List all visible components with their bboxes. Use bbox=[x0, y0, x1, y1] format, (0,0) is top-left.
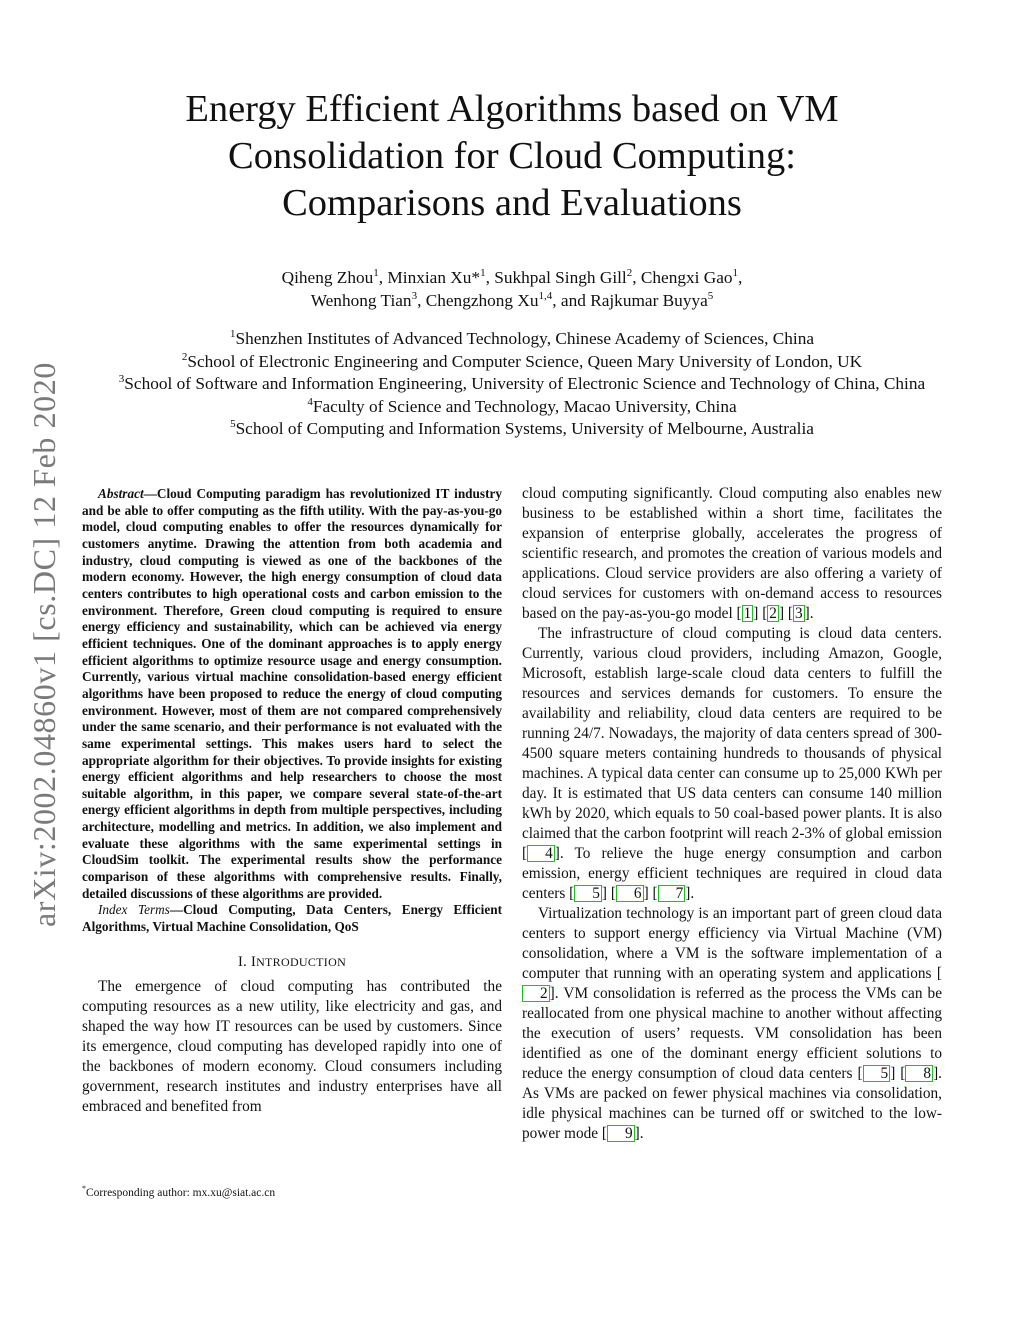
title-line: Energy Efficient Algorithms based on VM bbox=[185, 88, 839, 130]
index-terms-text: —Cloud Computing, Data Centers, Energy Efficient Algorithms, Virtual Machine Consolidation, QoS bbox=[82, 902, 503, 935]
intro-paragraph: The emergence of cloud computing has contributed the computing resources as a new utility, like electricity and gas, and shaped the way how IT resources can be used by customers. Since its emergence, cloud computing has developed rapidly into one of the backbones of modern economy. Cloud consumers including government, research institutes and industry enterprises have all embraced and benefited from bbox=[82, 977, 502, 1115]
section-heading-introduction bbox=[82, 954, 502, 971]
abstract bbox=[82, 486, 502, 902]
footnote-text: Corresponding author: mx.xu@siat.ac.cn bbox=[86, 1187, 276, 1199]
citation-link[interactable]: 2 bbox=[522, 985, 550, 1002]
affiliation bbox=[60, 373, 984, 396]
citation-link[interactable]: 1 bbox=[743, 605, 752, 622]
author-affil-mark: 1 bbox=[373, 267, 379, 280]
citation-link[interactable]: 9 bbox=[607, 1125, 635, 1142]
paragraph-text: The infrastructure of cloud computing is cloud data centers. Currently, various cloud providers, including Amazon, Google, Microsoft, establish large-scale cloud data centers to fulfill the resources and services demands for customers. To ensure the availability and reliability, cloud data centers are required to be running 24/7. Nowadays, the majority of data centers spread of 300-4500 square meters containing hundreds to thousands of physical machines. A typical data center can consume up to 25,000 KWh per day. It is estimated that US data centers can consume 140 million kWh by 2020, which equals to 50 coal-based power plants. It is also claimed that the carbon footprint will reach 2-3% of global emission bbox=[522, 625, 942, 842]
author-name: Wenhong Tian bbox=[310, 291, 412, 310]
paragraph-text: . VM consolidation is referred as the process the VMs can be reallocated from one physical machine to another without affecting the execution of users’ requests. VM consolidation has been identified as one of the dominant energy efficient solutions to reduce the energy consumption of cloud data centers bbox=[522, 985, 942, 1082]
citation-link[interactable]: 5 bbox=[574, 885, 602, 902]
affiliation-text: School of Computing and Information Systems, University of Melbourne, Australia bbox=[235, 419, 814, 438]
section-title-rest: NTRODUCTION bbox=[256, 954, 347, 969]
author-affil-mark: 5 bbox=[707, 290, 714, 303]
paragraph-data-centers: The infrastructure of cloud computing is cloud data centers. Currently, various cloud providers, including Amazon, Google, Microsoft, establish large-scale cloud data centers to fulfill the resources and services demands for customers. To ensure the availability and reliability, cloud data centers are required to be running 24/7. Nowadays, the majority of data centers spread of 300-4500 square meters containing hundreds to thousands of physical machines. A typical data center can consume up to 25,000 KWh per day. It is estimated that US data centers can consume 140 million kWh by 2020, which equals to 50 coal-based power plants. It is also claimed that the carbon footprint will reach 2-3% of global emission [ 4 ]. To relieve the huge energy consumption and carbon emission, energy efficient techniques are required in cloud data centers [ 5 ] [ 6 ] [ 7 ]. bbox=[522, 625, 942, 902]
citation-link[interactable]: 7 bbox=[658, 885, 686, 902]
author-affil-mark: 1 bbox=[732, 267, 739, 280]
abstract-label: Abstract bbox=[98, 486, 144, 501]
author-affil-mark: 2 bbox=[626, 267, 633, 280]
footnote-mark: * bbox=[82, 1184, 86, 1194]
left-column bbox=[82, 486, 502, 1117]
affiliation-number: 4 bbox=[307, 395, 313, 408]
author-name: Rajkumar Buyya bbox=[590, 291, 708, 310]
affiliation-number: 3 bbox=[118, 373, 125, 386]
title-line: Comparisons and Evaluations bbox=[282, 182, 742, 224]
author-name: Chengxi Gao bbox=[640, 268, 733, 287]
author-line-2: Wenhong Tian$^3$, Chengzhong Xu$^{1,4}$, and Rajkumar Buyya$^5$ bbox=[310, 290, 714, 310]
affiliation-number: 5 bbox=[230, 418, 236, 431]
citation-link[interactable]: 5 bbox=[863, 1065, 891, 1082]
citation-link[interactable]: 3 bbox=[794, 605, 803, 622]
affiliation bbox=[60, 328, 984, 351]
title-line: Consolidation for Cloud Computing: bbox=[228, 135, 796, 177]
paragraph-text: cloud computing significantly. Cloud computing also enables new business to be established within a short time, facilitates the expansion of enterprise globally, accelerates the progress of scientific research, and promotes the creation of various models and applications. Cloud service providers are also offering a variety of cloud services for customers with on-demand access to resources based on the pay-as-you-go model bbox=[522, 485, 942, 622]
author-affil-mark: 1 bbox=[480, 267, 486, 280]
index-terms-label: Index Terms bbox=[98, 902, 170, 918]
affiliation bbox=[60, 396, 984, 419]
author-affil-mark: 1,4 bbox=[538, 290, 553, 303]
paragraph-cloud-benefits: cloud computing significantly. Cloud computing also enables new business to be established within a short time, facilitates the expansion of enterprise globally, accelerates the progress of scientific research, and promotes the creation of various models and applications. Cloud service providers are also offering a variety of cloud services for customers with on-demand access to resources based on the pay-as-you-go model [ 1 ] [ 2 ] [ 3 ]. bbox=[522, 485, 942, 622]
citation-link[interactable]: 2 bbox=[769, 605, 777, 622]
citation-link[interactable]: 4 bbox=[527, 845, 555, 862]
paragraph-virtualization: Virtualization technology is an important part of green cloud data centers to support energy efficiency via Virtual Machine (VM) consolidation, where a VM is the software implementation of a computer that running with an operating system and applications [2 ]. VM consolidation is referred as the process the VMs can be reallocated from one physical machine to another without affecting the execution of users’ requests. VM consolidation has been identified as one of the dominant energy efficient solutions to reduce the energy consumption of cloud data centers [ 5 ] [ 8 ]. As VMs are packed on fewer physical machines via consolidation, idle physical machines can be turned off or switched to the low-power mode [ 9 ]. bbox=[522, 905, 943, 1142]
affiliation-text: Shenzhen Institutes of Advanced Technology, Chinese Academy of Sciences, China bbox=[235, 329, 815, 348]
author-affil-mark: 3 bbox=[411, 290, 418, 303]
author-name: Sukhpal Singh Gill bbox=[494, 268, 627, 287]
affiliation-list bbox=[60, 328, 984, 441]
right-column bbox=[522, 484, 942, 1144]
paragraph-text: Virtualization technology is an important part of green cloud data centers to support energy efficiency via Virtual Machine (VM) consolidation, where a VM is the software implementation of a computer that running with an operating system and applications bbox=[522, 905, 942, 982]
citation-link[interactable]: 6 bbox=[616, 885, 644, 902]
author-line-1: Qiheng Zhou$^1$, Minxian Xu*$^1$, Sukhpal Singh Gill$^2$, Chengxi Gao$^1$, bbox=[281, 267, 743, 287]
footnote bbox=[82, 1186, 502, 1201]
affiliation-number: 1 bbox=[229, 328, 236, 341]
affiliation-text: Faculty of Science and Technology, Macao University, China bbox=[312, 396, 737, 416]
affiliation bbox=[60, 418, 984, 441]
paragraph-text: . To relieve the huge energy consumption and carbon emission, energy efficient techniques are required in cloud data centers bbox=[522, 845, 942, 902]
author-name: Qiheng Zhou bbox=[281, 268, 374, 287]
index-terms bbox=[82, 902, 502, 935]
author-name: Chengzhong Xu bbox=[425, 291, 539, 310]
affiliation-text: School of Software and Information Engineering, University of Electronic Science and Technology of China, China bbox=[124, 374, 926, 393]
author-list bbox=[80, 266, 944, 312]
paper-title bbox=[80, 86, 944, 227]
section-title-first-letter: I bbox=[250, 953, 257, 970]
affiliation-text: School of Electronic Engineering and Computer Science, Queen Mary University of London, UK bbox=[187, 351, 863, 371]
arxiv-identifier: arXiv:2002.04860v1 [cs.DC] 12 Feb 2020 bbox=[26, 362, 62, 928]
author-name: Minxian Xu* bbox=[387, 268, 481, 287]
abstract-text: —Cloud Computing paradigm has revolutionized IT industry and be able to offer computing as the fifth utility. With the pay-as-you-go model, cloud computing enables to offer the resources dynamically for customers anytime. Drawing the attention from both academia and industry, cloud computing is viewed as one of the backbones of the modern economy. However, the high energy consumption of cloud data centers contributes to high operational costs and carbon emission to the environment. Therefore, Green cloud computing is required to ensure energy efficiency and sustainability, which can be achieved via energy efficient techniques. One of the dominant approaches is to apply energy efficient algorithms to optimize resource usage and energy consumption. Currently, various virtual machine consolidation-based energy efficient algorithms have been proposed to reduce the energy of cloud computing environment. However, most of them are not compared comprehensively under the same scenario, and their performance is not evaluated with the same experimental settings. This makes users hard to select the appropriate algorithm for their objectives. To provide insights for existing energy efficient algorithms and help researchers to choose the most suitable algorithm, in this paper, we compare several state-of-the-art energy efficient algorithms in depth from multiple perspectives, including architecture, modelling and metrics. In addition, we also implement and evaluate these algorithms with the same experimental settings in CloudSim toolkit. The experimental results show the performance comparison of these algorithms with comprehensive results. Finally, detailed discussions of these algorithms are provided. bbox=[82, 486, 502, 901]
paragraph-text: . As VMs are packed on fewer physical machines via consolidation, idle physical machines can be turned off or switched to the low-power mode bbox=[522, 1065, 942, 1142]
affiliation bbox=[60, 351, 984, 374]
affiliation-number: 2 bbox=[181, 350, 188, 363]
section-numeral: I. bbox=[237, 953, 247, 970]
citation-link[interactable]: 8 bbox=[905, 1065, 933, 1082]
